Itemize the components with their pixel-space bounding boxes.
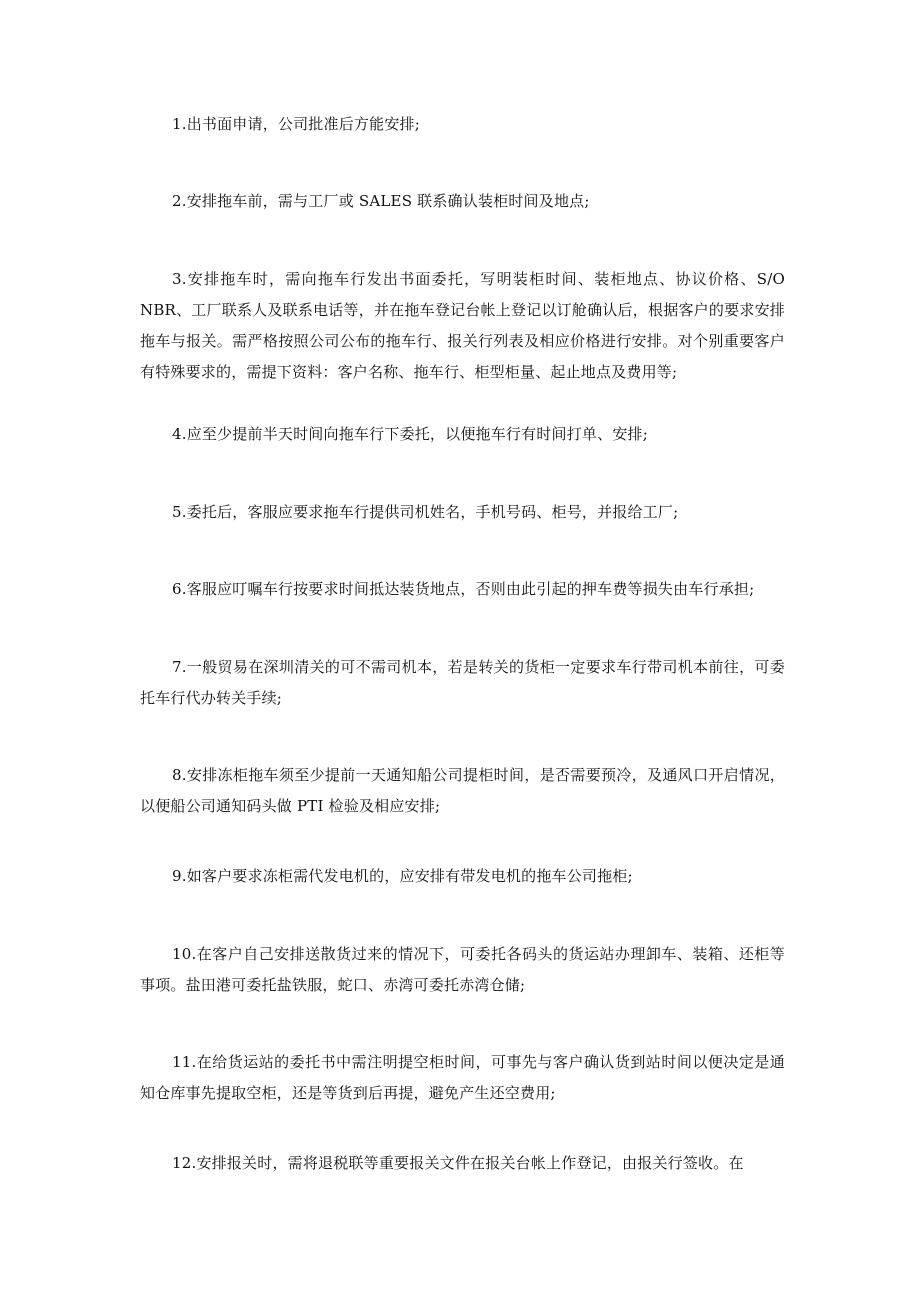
paragraph-9: 9.如客户要求冻柜需代发电机的，应安排有带发电机的拖车公司拖柜; — [172, 867, 633, 885]
paragraph-1: 1.出书面申请，公司批准后方能安排; — [172, 115, 420, 133]
paragraph-11: 11.在给货运站的委托书中需注明提空柜时间，可事先与客户确认货到站时间以便决定是通知仓库事先提取空柜，还是等货到后再提，避免产生还空费用; — [140, 1053, 785, 1102]
paragraph-5: 5.委托后，客服应要求拖车行提供司机姓名，手机号码、柜号，并报给工厂; — [172, 503, 679, 521]
paragraph-7: 7.一般贸易在深圳清关的可不需司机本，若是转关的货柜一定要求车行带司机本前往，可委托车行代办转关手续; — [140, 658, 785, 707]
paragraph-8: 8.安排冻柜拖车须至少提前一天通知船公司提柜时间，是否需要预冷，及通风口开启情况，以便船公司通知码头做 PTI 检验及相应安排; — [140, 766, 785, 815]
paragraph-2: 2.安排拖车前，需与工厂或 SALES 联系确认装柜时间及地点; — [172, 192, 590, 210]
paragraph-4: 4.应至少提前半天时间向拖车行下委托，以便拖车行有时间打单、安排; — [172, 425, 648, 443]
paragraph-3: 3.安排拖车时，需向拖车行发出书面委托，写明装柜时间、装柜地点、协议价格、S/O NBR、工厂联系人及联系电话等，并在拖车登记台帐上登记以订舱确认后，根据客户的要求安排拖车与报关。需严格按照公司公布的拖车行、报关行列表及相应价格进行安排。对个别重要客户有特殊要求的，需提下资料：客户名称、拖车行、柜型柜量、起止地点及费用等; — [140, 270, 785, 381]
paragraph-12: 12.安排报关时，需将退税联等重要报关文件在报关台帐上作登记，由报关行签收。在 — [172, 1154, 744, 1172]
paragraph-10: 10.在客户自己安排送散货过来的情况下，可委托各码头的货运站办理卸车、装箱、还柜等事项。盐田港可委托盐铁服，蛇口、赤湾可委托赤湾仓储; — [140, 945, 785, 994]
paragraph-6: 6.客服应叮嘱车行按要求时间抵达装货地点，否则由此引起的押车费等损失由车行承担; — [172, 580, 755, 598]
